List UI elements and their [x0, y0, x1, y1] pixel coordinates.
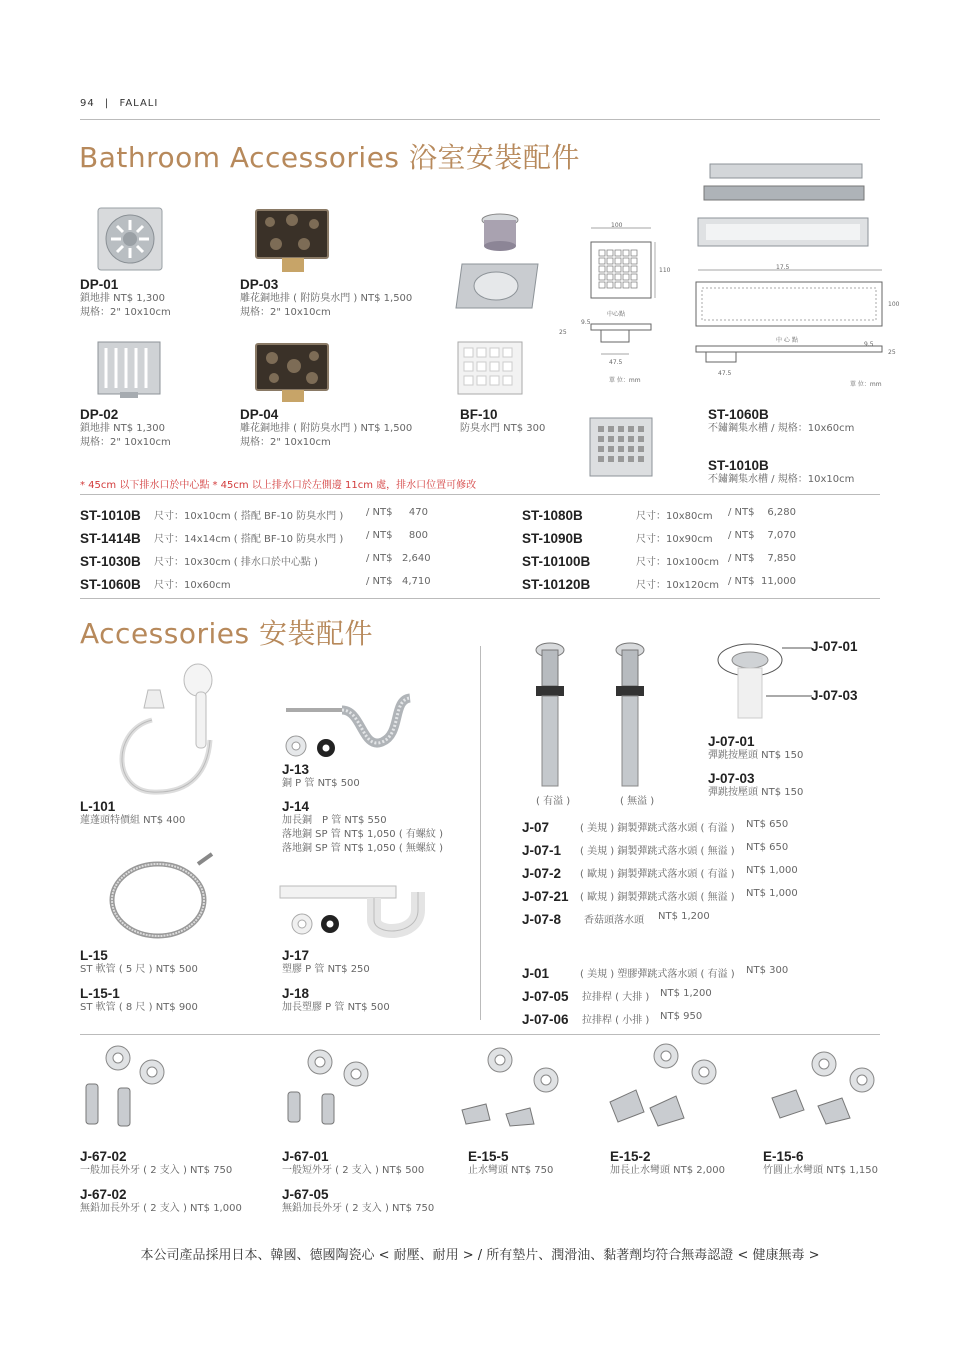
product-j6701: J-67-01 一般短外牙 ( 2 支入 ) NT$ 500 [282, 1149, 425, 1176]
product-dp02: DP-02 鎖地排 NT$ 1,300 規格：2" 10x10cm [80, 407, 171, 448]
column-divider [480, 646, 481, 1020]
product-j6702: J-67-02 一般加長外牙 ( 2 支入 ) NT$ 750 [80, 1149, 233, 1176]
callout-j0703: J-07-03 [811, 688, 858, 703]
st1010b-image [588, 416, 656, 482]
svg-text:單 位：mm: 單 位：mm [850, 381, 882, 388]
list-item: J-07-1 ( 美規 ) 銅製彈跳式落水頭 ( 無溢 ) NT$ 650 [522, 842, 789, 858]
product-j0701: J-07-01 彈跳按壓頭 NT$ 150 [708, 734, 804, 761]
l15-image [102, 850, 218, 946]
spec-row: ST-10100B 尺寸：10x100cm / NT$ 7,850 [522, 553, 796, 569]
list-item: J-01 ( 美規 ) 塑膠彈跳式落水頭 ( 有溢 ) NT$ 300 [522, 965, 789, 981]
list-item: J-07-21 ( 歐規 ) 銅製彈跳式落水頭 ( 無溢 ) NT$ 1,000 [522, 888, 798, 904]
spec-row: ST-10120B 尺寸：10x120cm / NT$ 11,000 [522, 576, 796, 592]
dimension-diagram-small [555, 218, 675, 386]
svg-text:9.5: 9.5 [581, 319, 591, 326]
dp01-image [96, 206, 164, 272]
l101-image [112, 660, 222, 800]
st1060b-image [696, 162, 872, 254]
pop-up-head-image [714, 636, 814, 722]
product-j6702-leadfree: J-67-02 無鉛加長外牙 ( 2 支入 ) NT$ 1,000 [80, 1187, 242, 1214]
e155-image [456, 1044, 566, 1128]
product-j14: J-14 加長銅 P 管 NT$ 550 落地銅 SP 管 NT$ 1,050 ( 有螺紋 ) 落地銅 SP 管 NT$ 1,050 ( 無螺紋 ) [282, 799, 444, 854]
spec-row: ST-1010B 尺寸：10x10cm ( 搭配 BF-10 防臭水門 ) / NT$ 470 [80, 507, 428, 523]
dp04-image [254, 342, 330, 404]
section-rule-2 [80, 598, 880, 599]
product-l15: L-15 ST 軟管 ( 5 尺 ) NT$ 500 [80, 948, 198, 975]
dimension-diagram-long [692, 262, 898, 390]
overflow-no-label: ( 無溢 ) [620, 796, 655, 807]
spec-row: ST-1030B 尺寸：10x30cm ( 排水口於中心點 ) / NT$ 2,640 [80, 553, 431, 569]
section-title-accessories: Accessories 安裝配件 [80, 617, 373, 650]
spec-row: ST-1060B 尺寸：10x60cm / NT$ 4,710 [80, 576, 431, 592]
product-j13: J-13 銅 P 管 NT$ 500 [282, 762, 360, 789]
svg-text:47.5: 47.5 [718, 370, 732, 377]
svg-text:100: 100 [611, 222, 623, 229]
footer-statement: 本公司產品採用日本、韓國、德國陶瓷心 < 耐壓、耐用 > / 所有墊片、潤滑油、黏著劑均符合無毒認證 < 健康無毒 > [140, 1248, 820, 1263]
spec-table-right [522, 505, 812, 597]
svg-text:110: 110 [659, 267, 671, 274]
spec-row: ST-1090B 尺寸：10x90cm / NT$ 7,070 [522, 530, 796, 546]
product-l15-1: L-15-1 ST 軟管 ( 8 尺 ) NT$ 900 [80, 986, 198, 1013]
svg-text:25: 25 [888, 349, 896, 356]
pop-up-drain-image [526, 638, 676, 790]
product-st1010b: ST-1010B 不鏽鋼集水槽 / 規格：10x10cm [708, 458, 855, 485]
product-e152: E-15-2 加長止水彎頭 NT$ 2,000 [610, 1149, 725, 1176]
drain-position-note: * 45cm 以下排水口於中心點 * 45cm 以上排水口於左側邊 11cm 處，排水口位置可修改 [80, 480, 477, 491]
svg-text:17.5: 17.5 [776, 264, 790, 271]
list-item: J-07-2 ( 歐規 ) 銅製彈跳式落水頭 ( 有溢 ) NT$ 1,000 [522, 865, 798, 881]
brand-name: FALALI [119, 98, 159, 109]
product-j18: J-18 加長塑膠 P 管 NT$ 500 [282, 986, 390, 1013]
j13-j14-image [282, 690, 432, 770]
product-e155: E-15-5 止水彎頭 NT$ 750 [468, 1149, 554, 1176]
section-rule-1 [80, 494, 880, 495]
product-dp01: DP-01 鎖地排 NT$ 1,300 規格：2" 10x10cm [80, 277, 171, 318]
header-rule [80, 119, 880, 120]
dp02-image [96, 340, 162, 400]
svg-text:中 心 點: 中 心 點 [776, 337, 798, 344]
list-item: J-07-05 拉排桿 ( 大排 ) NT$ 1,200 [522, 988, 712, 1004]
product-j6705: J-67-05 無鉛加長外牙 ( 2 支入 ) NT$ 750 [282, 1187, 435, 1214]
product-j17: J-17 塑膠 P 管 NT$ 250 [282, 948, 370, 975]
callout-j0701: J-07-01 [811, 639, 858, 654]
drain-list [522, 817, 798, 932]
svg-text:25: 25 [559, 329, 567, 336]
e156-image [766, 1046, 880, 1126]
spec-table-left [80, 505, 431, 597]
product-bf10: BF-10 防臭水門 NT$ 300 [460, 407, 546, 434]
j17-j18-image [278, 880, 428, 950]
svg-text:9.5: 9.5 [864, 341, 874, 348]
svg-text:單 位：mm: 單 位：mm [609, 377, 641, 384]
product-j0703: J-07-03 彈跳按壓頭 NT$ 150 [708, 771, 804, 798]
page-header: 94 | FALALI [80, 98, 159, 109]
svg-text:中心點: 中心點 [607, 311, 626, 318]
product-dp03: DP-03 雕花銅地排 ( 附防臭水門 ) NT$ 1,500 規格：2" 10x10cm [240, 277, 413, 318]
svg-text:100: 100 [888, 301, 900, 308]
page-number: 94 [80, 98, 95, 109]
section-title-bathroom: Bathroom Accessories 浴室安裝配件 [79, 141, 580, 174]
overflow-yes-label: ( 有溢 ) [536, 796, 571, 807]
svg-text:47.5: 47.5 [609, 359, 623, 366]
product-st1060b: ST-1060B 不鏽鋼集水槽 / 規格：10x60cm [708, 407, 855, 434]
drain-list-2 [522, 963, 789, 1032]
list-item: J-07-8 香菇頭落水頭 NT$ 1,200 [522, 911, 710, 927]
spec-row: ST-1414B 尺寸：14x14cm ( 搭配 BF-10 防臭水門 ) / NT$ 800 [80, 530, 428, 546]
j6702-image [78, 1044, 178, 1128]
product-e156: E-15-6 竹圓止水彎頭 NT$ 1,150 [763, 1149, 878, 1176]
list-item: J-07-06 拉排桿 ( 小排 ) NT$ 950 [522, 1011, 703, 1027]
product-dp04: DP-04 雕花銅地排 ( 附防臭水門 ) NT$ 1,500 規格：2" 10x10cm [240, 407, 413, 448]
dp03-image [254, 208, 330, 276]
product-l101: L-101 蓮蓬頭特價組 NT$ 400 [80, 799, 186, 826]
spec-row: ST-1080B 尺寸：10x80cm / NT$ 6,280 [522, 507, 796, 523]
e152-image [606, 1042, 718, 1128]
bf10-image [452, 212, 542, 398]
j6701-image [280, 1048, 380, 1128]
section-rule-3 [80, 1034, 880, 1035]
list-item: J-07 ( 美規 ) 銅製彈跳式落水頭 ( 有溢 ) NT$ 650 [522, 819, 789, 835]
